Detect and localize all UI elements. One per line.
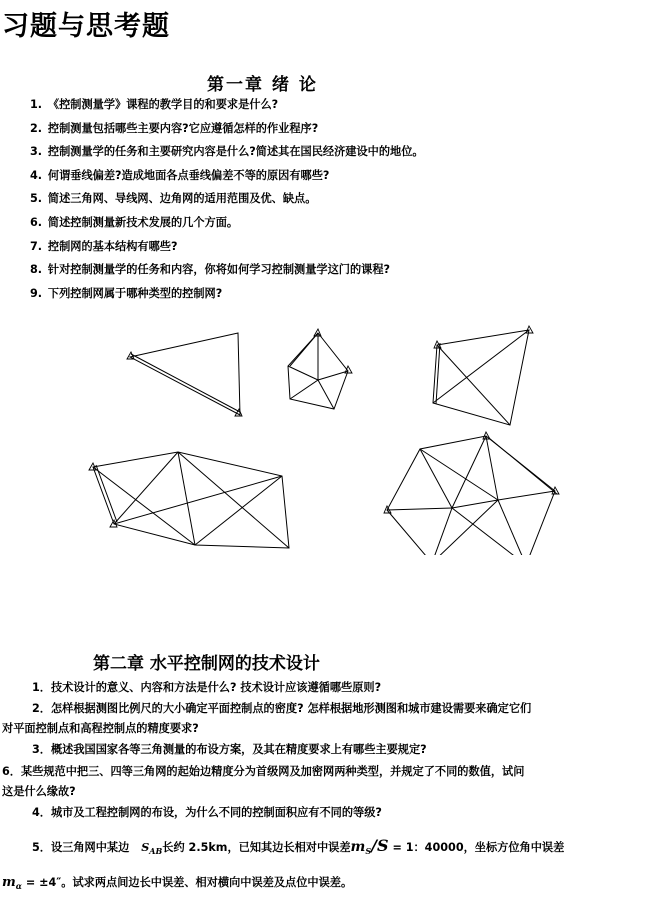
question-item: 9. 下列控制网属于哪种类型的控制网? [30,286,223,300]
chapter2-question-6-line2: 这是什么缘故? [2,785,76,798]
network-triangle [130,333,240,415]
chapter2-question-1: 1．技术设计的意义、内容和方法是什么? 技术设计应该遵循哪些原则? [32,681,382,694]
chapter2-question-6-line1: 6．某些规范中把三、四等三角网的起始边精度分为首级网及加密网两种类型，并规定了不同的数值，试问 [2,765,525,778]
control-network-figure [80,325,570,555]
question-item: 8. 针对控制测量学的任务和内容，你将如何学习控制测量学这门的课程? [30,263,391,277]
chapter1-question-list [30,95,424,307]
question-item: 7. 控制网的基本结构有哪些? [30,239,178,253]
chapter2-question-2-line2: 对平面控制点和高程控制点的精度要求? [2,722,199,735]
question-item: 4. 何谓垂线偏差?造成地面各点垂线偏差不等的原因有哪些? [30,168,330,182]
network-central-polygon [387,436,557,555]
chapter2-question-3: 3．概述我国国家各等三角测量的布设方案，及其在精度要求上有哪些主要规定? [32,743,427,756]
chapter2-question-5-line2: $m_\alpha = \pm 4''$。试求两点间边长中误差、相对横向中误差及点位中误差。 [2,875,353,891]
chapter2-heading: 第二章 水平控制网的技术设计 [93,654,320,674]
page-title: 习题与思考题 [2,11,170,42]
network-central-pentagon [288,333,348,409]
chapter2-question-4: 4．城市及工程控制网的布设，为什么不同的控制面积应有不同的等级? [32,806,382,819]
question-item: 6. 简述控制测量新技术发展的几个方面。 [30,215,239,229]
chapter2-question-2-line1: 2．怎样根据测图比例尺的大小确定平面控制点的密度? 怎样根据地形测图和城市建设需要来确定它们 [32,702,532,715]
question-item: 3. 控制测量学的任务和主要研究内容是什么?简述其在国民经济建设中的地位。 [30,145,424,159]
chapter1-heading: 第一章 绪 论 [207,75,318,95]
network-quadrilateral [433,330,529,425]
station-markers [89,326,559,527]
question-item: 2. 控制测量包括哪些主要内容?它应遵循怎样的作业程序? [30,121,319,135]
question-item: 1. 《控制测量学》课程的教学目的和要求是什么? [30,98,279,111]
question-item: 5. 简述三角网、导线网、边角网的适用范围及优、缺点。 [30,192,317,206]
network-chain [93,452,289,548]
chapter2-question-5-line1: 5．设三角网中某边 $S_{AB}$长约 2.5km，已知其边长相对中误差$m_S/S = 1$：40000，坐标方位角中误差 [32,836,565,856]
